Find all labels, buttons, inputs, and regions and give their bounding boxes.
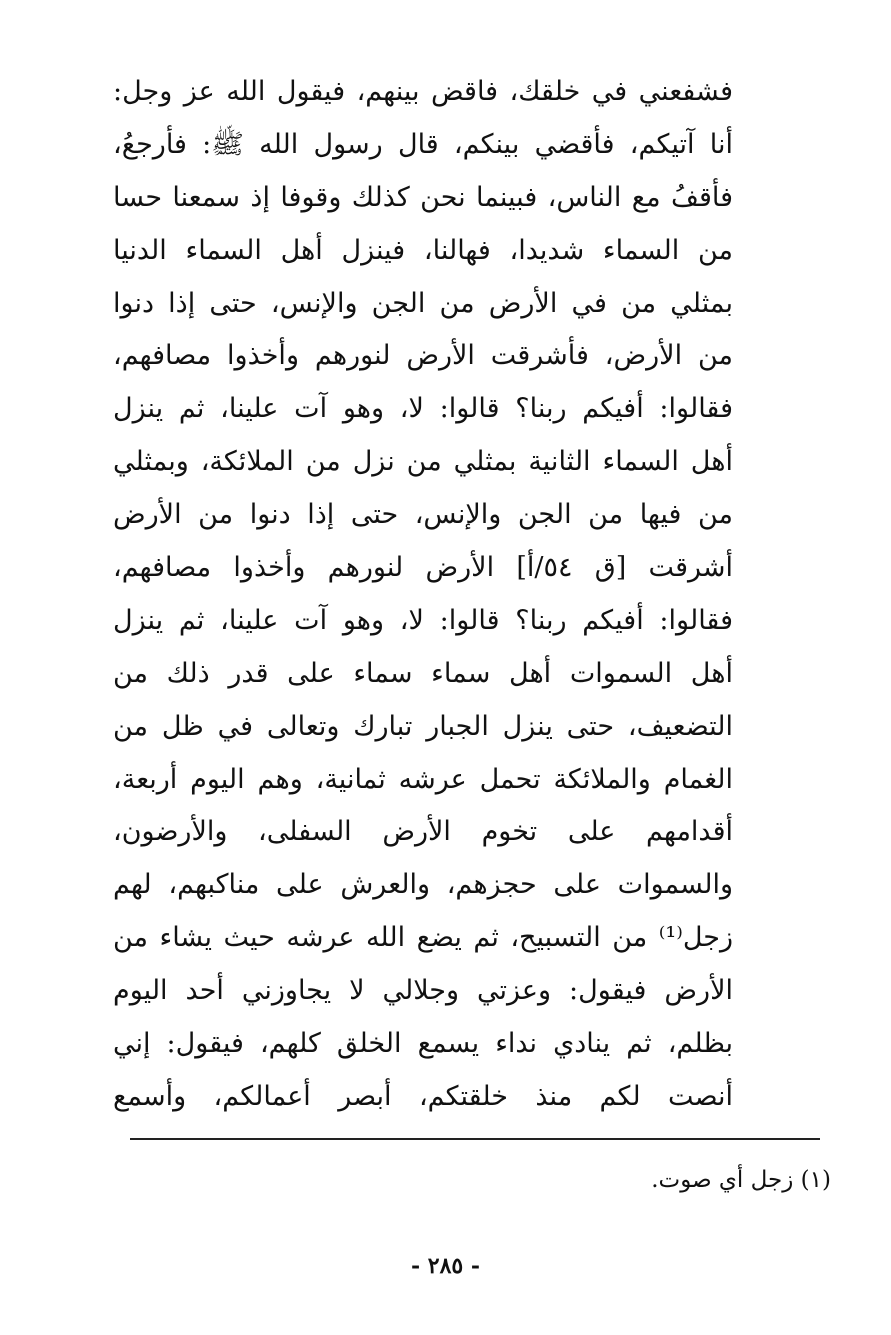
text-line: من الأرض، فأشرقت الأرض لنورهم وأخذوا مصافهم، xyxy=(113,340,733,372)
text-line: الأرض فيقول: وعزتي وجلالي لا يجاوزني أحد اليوم xyxy=(113,975,733,1007)
footnote: (١) زجل أي صوت. xyxy=(651,1167,831,1193)
page-number: - ٢٨٥ - xyxy=(410,1253,481,1279)
text-line: أشرقت [ق ٥٤/أ] الأرض لنورهم وأخذوا مصافهم، xyxy=(113,552,733,584)
text-line: أنصت لكم منذ خلقتكم، أبصر أعمالكم، وأسمع xyxy=(113,1080,733,1112)
text-line: فقالوا: أفيكم ربنا؟ قالوا: لا، وهو آت علينا، ثم ينزل xyxy=(113,604,733,636)
text-line: الغمام والملائكة تحمل عرشه ثمانية، وهم اليوم أربعة، xyxy=(113,763,733,795)
text-line: أهل السماء الثانية بمثلي من نزل من الملائكة، وبمثلي xyxy=(113,446,733,478)
text-line: فشفعني في خلقك، فاقض بينهم، فيقول الله عز وجل: xyxy=(113,76,733,107)
text-line: بظلم، ثم ينادي نداء يسمع الخلق كلهم، فيقول: إني xyxy=(113,1028,733,1060)
text-line: بمثلي من في الأرض من الجن والإنس، حتى إذا دنوا xyxy=(113,287,733,319)
text-line: أهل السموات أهل سماء سماء على قدر ذلك من xyxy=(113,657,733,689)
footnote-separator xyxy=(130,1138,820,1140)
main-text xyxy=(113,66,733,1124)
text-line: فأقفُ مع الناس، فبينما نحن كذلك وقوفا إذ سمعنا حسا xyxy=(113,181,733,213)
text-line: أقدامهم على تخوم الأرض السفلى، والأرضون، xyxy=(113,816,733,848)
text-line: من السماء شديدا، فهالنا، فينزل أهل السماء الدنيا xyxy=(113,234,733,266)
text-line: التضعيف، حتى ينزل الجبار تبارك وتعالى في ظل من xyxy=(113,710,733,742)
text-line: فقالوا: أفيكم ربنا؟ قالوا: لا، وهو آت علينا، ثم ينزل xyxy=(113,393,733,425)
text-line: والسموات على حجزهم، والعرش على مناكبهم، لهم xyxy=(113,869,733,901)
text-line: أنا آتيكم، فأقضي بينكم، قال رسول الله ﷺ: فأرجعُ، xyxy=(113,128,733,160)
text-line: زجل⁽¹⁾ من التسبيح، ثم يضع الله عرشه حيث يشاء من xyxy=(113,922,733,954)
text-line: من فيها من الجن والإنس، حتى إذا دنوا من الأرض xyxy=(113,499,733,531)
